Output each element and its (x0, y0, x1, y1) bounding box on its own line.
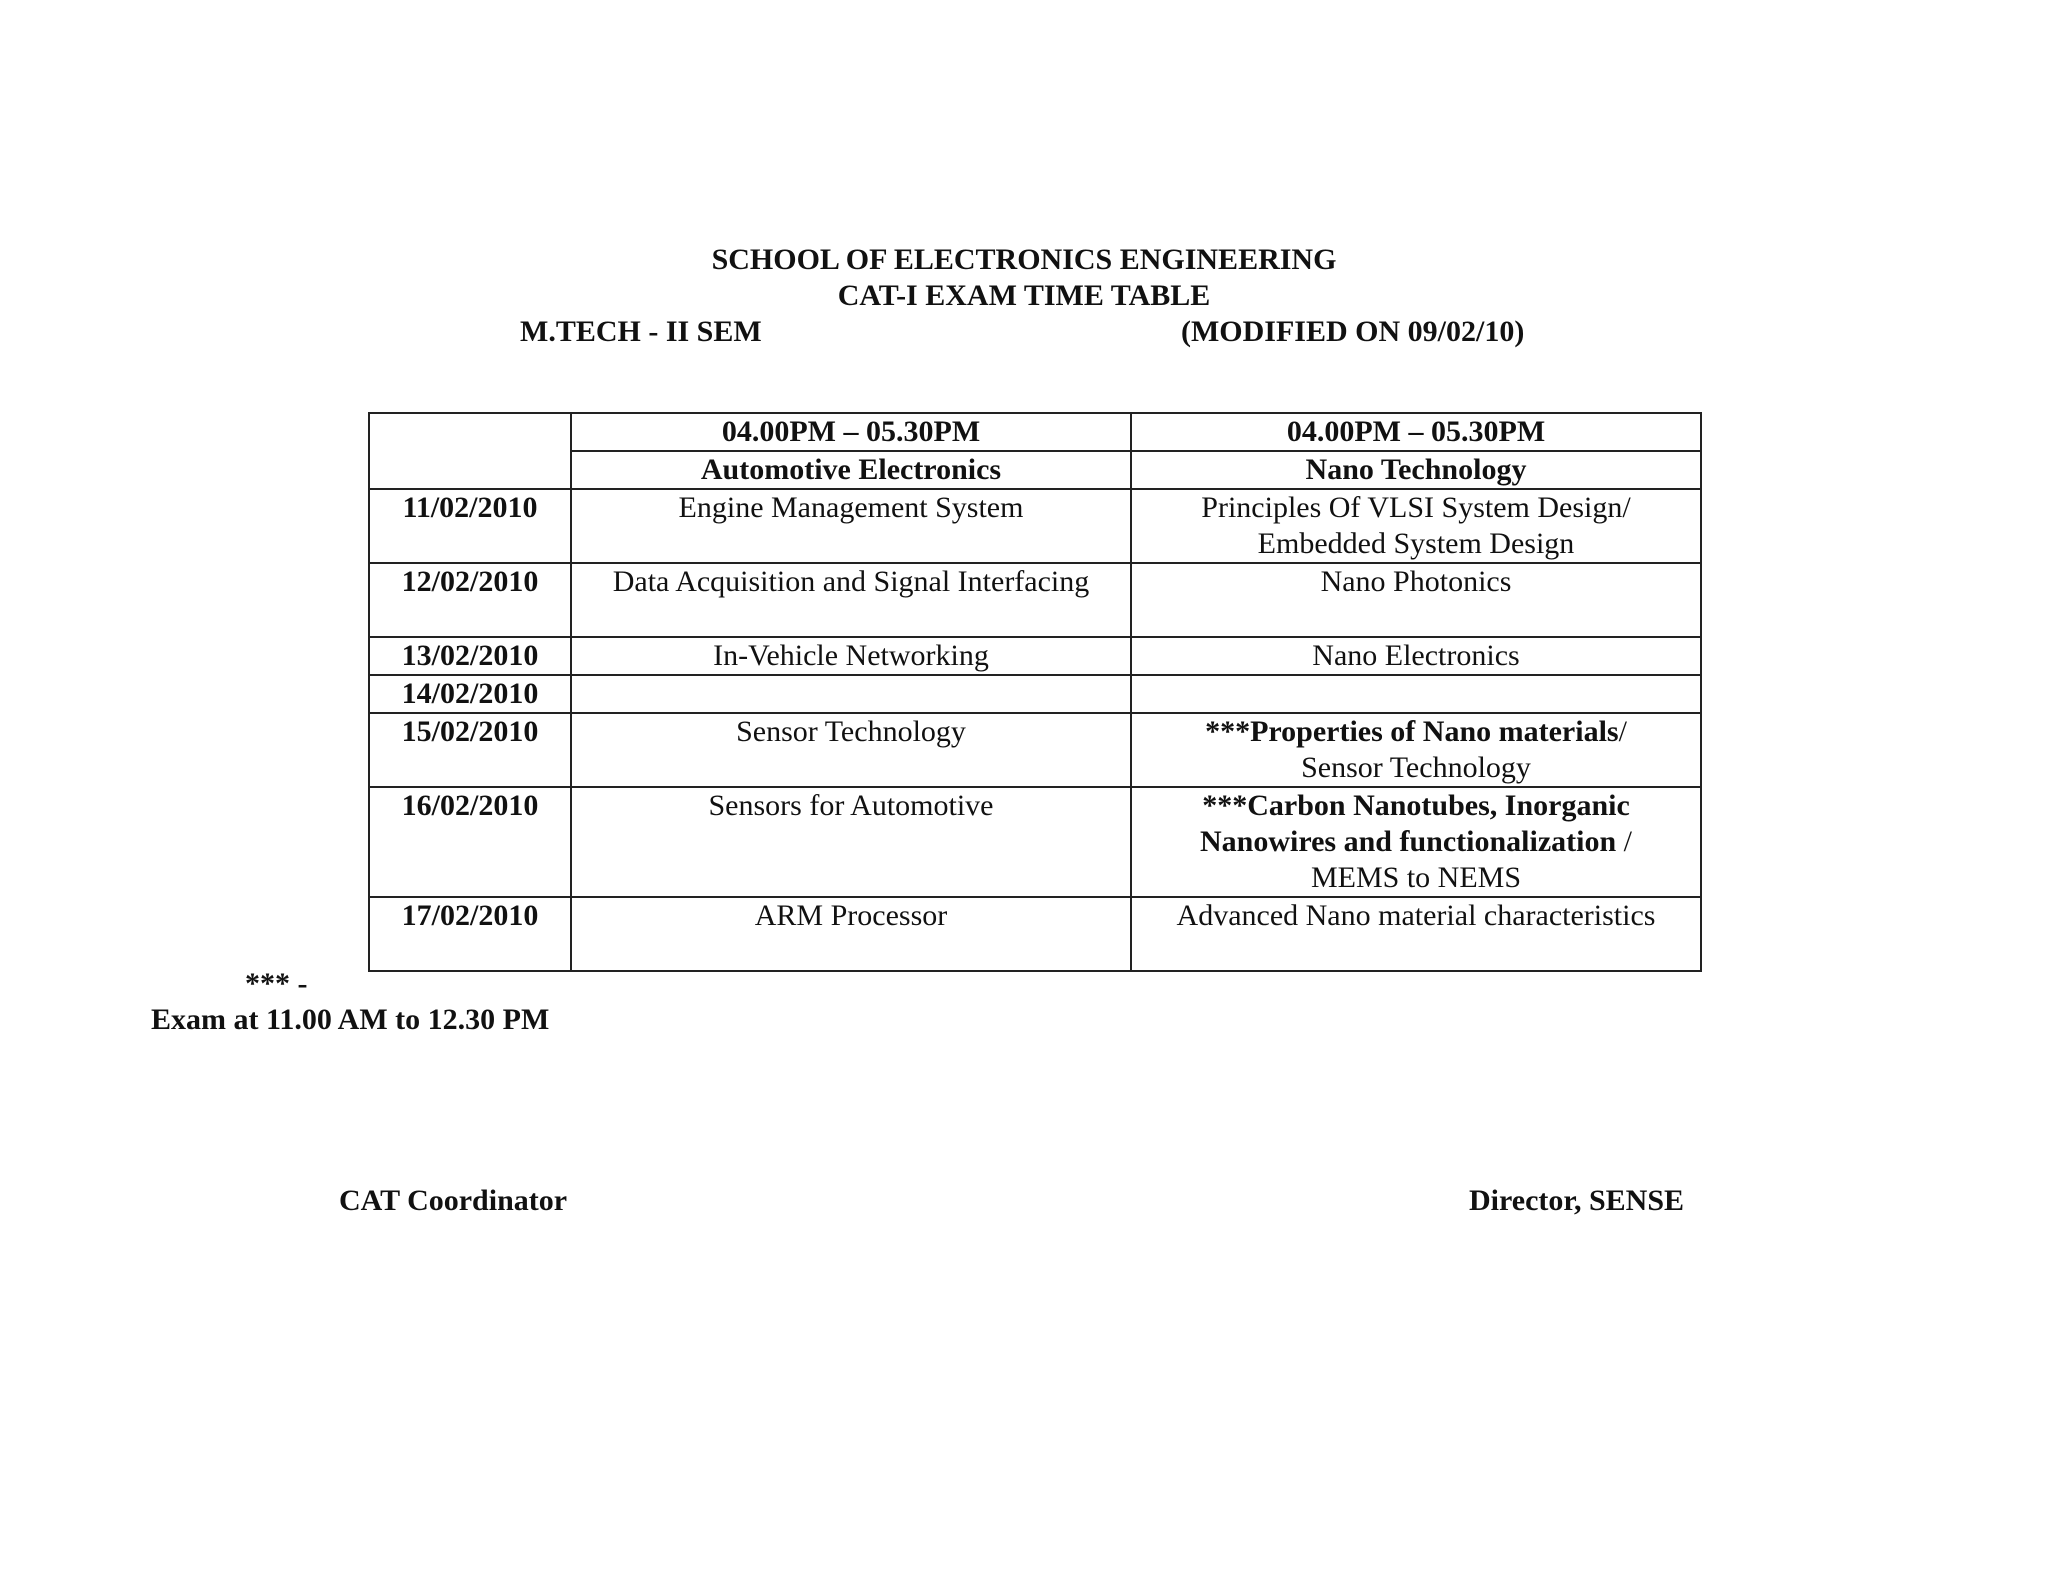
nano-subject-line2: Sensor Technology (1301, 751, 1531, 784)
automotive-subject: Engine Management System (571, 489, 1131, 563)
exam-title: CAT-I EXAM TIME TABLE (837, 279, 1211, 312)
automotive-subject (571, 675, 1131, 713)
nano-subject-line3: MEMS to NEMS (1310, 861, 1522, 894)
row-date: 15/02/2010 (369, 713, 571, 787)
row-date: 12/02/2010 (369, 563, 571, 637)
nano-subject-separator: / (1618, 715, 1627, 748)
nano-subject-separator: / (1616, 825, 1632, 858)
nano-subject: Nano Electronics (1131, 637, 1701, 675)
nano-subject-line1: Principles Of VLSI System Design/ (1201, 491, 1631, 524)
table-row (369, 897, 1701, 971)
nano-subject-bold-line2: Nanowires and functionalization (1199, 825, 1617, 858)
nano-subject (1131, 787, 1701, 897)
automotive-subject: In-Vehicle Networking (571, 637, 1131, 675)
nano-subject (1131, 675, 1701, 713)
modified-date-label: (MODIFIED ON 09/02/10) (1181, 315, 1525, 348)
row-date: 14/02/2010 (369, 675, 571, 713)
table-header-row-time (369, 413, 1701, 451)
table-row (369, 675, 1701, 713)
automotive-subject: ARM Processor (571, 897, 1131, 971)
program-label: M.TECH - II SEM (520, 315, 762, 348)
empty-corner-cell (369, 413, 571, 489)
nano-subject: Advanced Nano material characteristics (1131, 897, 1701, 971)
nano-subject-bold-line1: ***Carbon Nanotubes, Inorganic (1202, 789, 1630, 822)
signature-cat-coordinator: CAT Coordinator (339, 1184, 568, 1217)
column-time-nano: 04.00PM – 05.30PM (1131, 413, 1701, 451)
row-date: 17/02/2010 (369, 897, 571, 971)
table-row (369, 787, 1701, 897)
nano-subject-line2: Embedded System Design (1257, 527, 1575, 560)
automotive-subject: Data Acquisition and Signal Interfacing (571, 563, 1131, 637)
table-row (369, 637, 1701, 675)
row-date: 11/02/2010 (369, 489, 571, 563)
table-row (369, 489, 1701, 563)
automotive-subject: Sensor Technology (571, 713, 1131, 787)
table-row (369, 563, 1701, 637)
nano-subject-bold: ***Properties of Nano materials (1205, 715, 1619, 748)
column-time-automotive: 04.00PM – 05.30PM (571, 413, 1131, 451)
column-stream-nano: Nano Technology (1131, 451, 1701, 489)
column-stream-automotive: Automotive Electronics (571, 451, 1131, 489)
nano-subject (1131, 713, 1701, 787)
row-date: 16/02/2010 (369, 787, 571, 897)
nano-subject (1131, 489, 1701, 563)
automotive-subject: Sensors for Automotive (571, 787, 1131, 897)
school-title: SCHOOL OF ELECTRONICS ENGINEERING (711, 243, 1337, 276)
nano-subject: Nano Photonics (1131, 563, 1701, 637)
row-date: 13/02/2010 (369, 637, 571, 675)
exam-timetable (368, 412, 1702, 972)
footnote-text: Exam at 11.00 AM to 12.30 PM (151, 1003, 550, 1036)
footnote-marker: *** - (245, 967, 308, 1000)
signature-director: Director, SENSE (1469, 1184, 1685, 1217)
table-row (369, 713, 1701, 787)
